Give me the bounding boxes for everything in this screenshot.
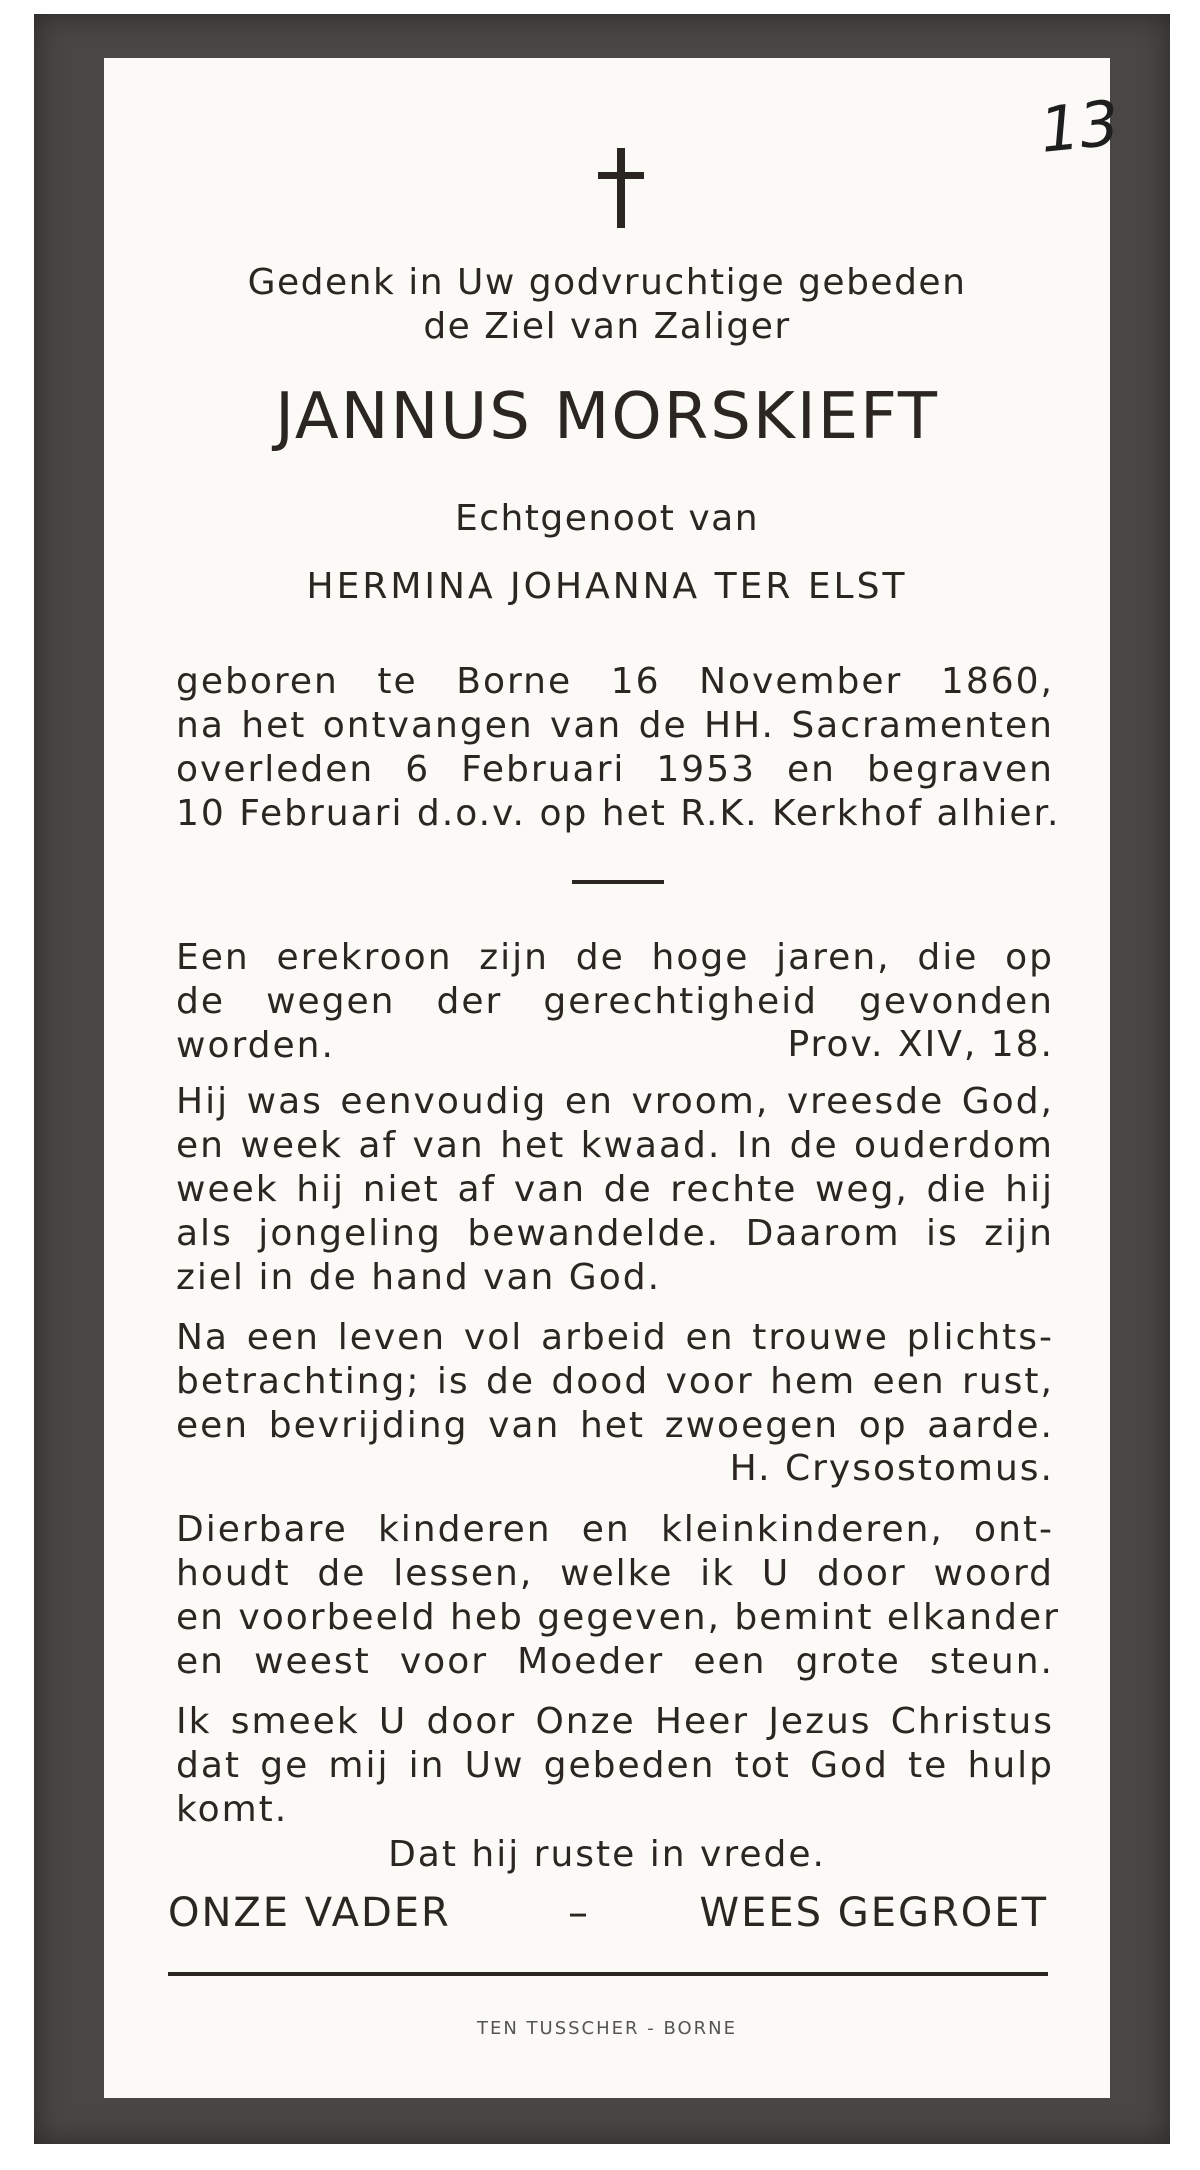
paragraph-line: dat ge mij in Uw gebeden tot God te hulp [176, 1745, 1054, 1786]
prayer-right: WEES GEGROET [699, 1890, 1048, 1936]
quote-last-line: worden. [176, 1025, 335, 1066]
paragraph-line: ziel in de hand van God. [176, 1257, 662, 1298]
paragraph-line: als jongeling bewandelde. Daarom is zijn [176, 1213, 1054, 1254]
quote-line: de wegen der gerechtigheid gevonden [176, 981, 1054, 1022]
paragraph-line: Na een leven vol arbeid en trouwe plichts- [176, 1317, 1054, 1358]
printer-credit: TEN TUSSCHER - BORNE [476, 2018, 738, 2039]
paragraph-line: en voorbeeld heb gegeven, bemint elkander [176, 1597, 1060, 1638]
cross-icon [598, 148, 644, 228]
paragraph-line: week hij niet af van de rechte weg, die hij [176, 1169, 1054, 1210]
header-line-1: Gedenk in Uw godvruchtige gebeden [247, 262, 967, 303]
spouse-name: HERMINA JOHANNA TER ELST [306, 566, 908, 607]
biography-line: overleden 6 Februari 1953 en begraven [176, 749, 1054, 790]
divider-dash [572, 880, 664, 884]
paragraph-source: H. Crysostomus. [729, 1448, 1054, 1489]
prayer-separator: – [568, 1890, 590, 1936]
paragraph-line: Hij was eenvoudig en vroom, vreesde God, [176, 1081, 1054, 1122]
paragraph-line: Dierbare kinderen en kleinkinderen, ont- [176, 1509, 1054, 1550]
paragraph-line: houdt de lessen, welke ik U door woord [176, 1553, 1054, 1594]
quote-line: Een erekroon zijn de hoge jaren, die op [176, 937, 1054, 978]
header-line-2: de Ziel van Zaliger [423, 306, 791, 347]
footer-rule [168, 1972, 1048, 1976]
paragraph-line: en week af van het kwaad. In de ouderdom [176, 1125, 1054, 1166]
rest-in-peace: Dat hij ruste in vrede. [388, 1834, 826, 1875]
paragraph-line: betrachting; is de dood voor hem een rust, [176, 1361, 1054, 1402]
paragraph-line: Ik smeek U door Onze Heer Jezus Christus [176, 1701, 1054, 1742]
deceased-name: JANNUS MORSKIEFT [275, 380, 939, 454]
biography-line: 10 Februari d.o.v. op het R.K. Kerkhof alhier. [176, 793, 1061, 834]
paragraph-line: komt. [176, 1789, 289, 1830]
quote-source: Prov. XIV, 18. [787, 1024, 1054, 1065]
spouse-label: Echtgenoot van [454, 498, 760, 539]
biography-line: geboren te Borne 16 November 1860, [176, 661, 1054, 702]
handwritten-number: 13 [1036, 86, 1123, 167]
prayer-left: ONZE VADER [168, 1890, 451, 1936]
paragraph-line: en weest voor Moeder een grote steun. [176, 1641, 1054, 1682]
paragraph-line: een bevrijding van het zwoegen op aarde. [176, 1405, 1054, 1446]
biography-line: na het ontvangen van de HH. Sacramenten [176, 705, 1054, 746]
